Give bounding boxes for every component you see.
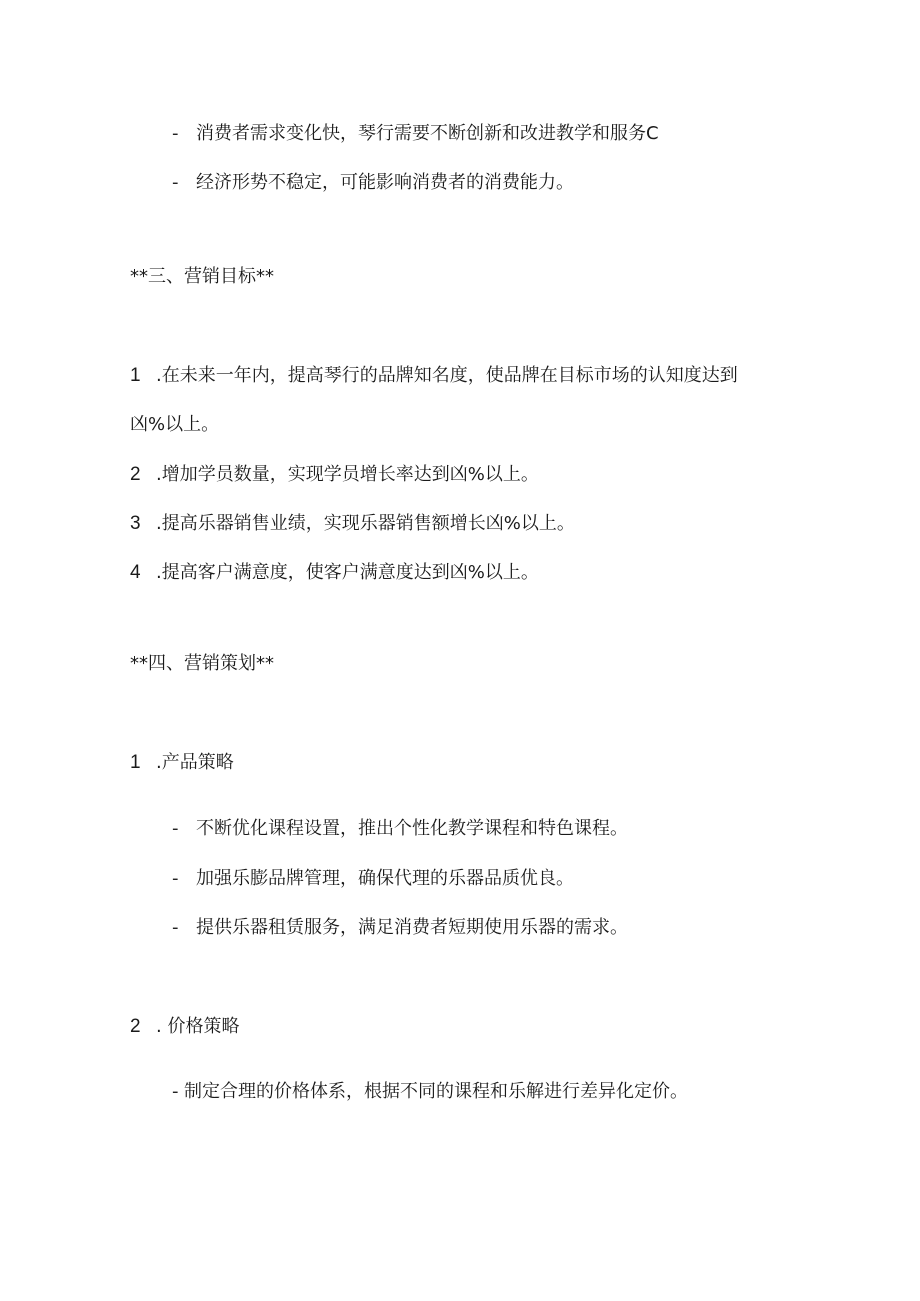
bullet-dash: - xyxy=(172,917,179,938)
bullet-text: 加强乐膨品牌管理，确保代理的乐器品质优良。 xyxy=(196,868,574,889)
list-item-text: .提高客户满意度，使客户满意度达到凶%以上。 xyxy=(156,562,539,583)
section-heading: **四、营销策划** xyxy=(130,653,274,674)
list-item-text: .在未来一年内，提高琴行的品牌知名度，使品牌在目标市场的认知度达到 xyxy=(156,365,738,386)
bullet-text: 制定合理的价格体系，根据不同的课程和乐解进行差异化定价。 xyxy=(184,1081,688,1102)
bullet-text: 提供乐器租赁服务，满足消费者短期使用乐器的需求。 xyxy=(196,917,628,938)
list-number: 2 xyxy=(130,464,141,485)
bullet-text: 不断优化课程设置，推出个性化教学课程和特色课程。 xyxy=(196,818,628,839)
bullet-text: 经济形势不稳定，可能影响消费者的消费能力。 xyxy=(196,172,574,193)
list-number: 1 xyxy=(130,365,141,386)
subsection-title: . 价格策略 xyxy=(156,1016,240,1037)
bullet-dash: - xyxy=(172,818,179,839)
bullet-dash: - xyxy=(172,868,179,889)
list-item-text: .提高乐器销售业绩，实现乐器销售额增长凶%以上。 xyxy=(156,513,575,534)
bullet-dash: - xyxy=(172,123,179,144)
bullet-dash: - xyxy=(172,172,179,193)
section-heading: **三、营销目标** xyxy=(130,266,274,287)
subsection-title: .产品策略 xyxy=(156,752,234,773)
subsection-number: 2 xyxy=(130,1016,141,1037)
subsection-number: 1 xyxy=(130,752,141,773)
bullet-dash: - xyxy=(172,1081,179,1102)
list-number: 3 xyxy=(130,513,141,534)
list-number: 4 xyxy=(130,562,141,583)
list-item-text: .增加学员数量，实现学员增长率达到凶%以上。 xyxy=(156,464,539,485)
bullet-text: 消费者需求变化快，琴行需要不断创新和改进教学和服务C xyxy=(196,123,659,144)
list-item-continuation: 凶%以上。 xyxy=(130,414,220,435)
